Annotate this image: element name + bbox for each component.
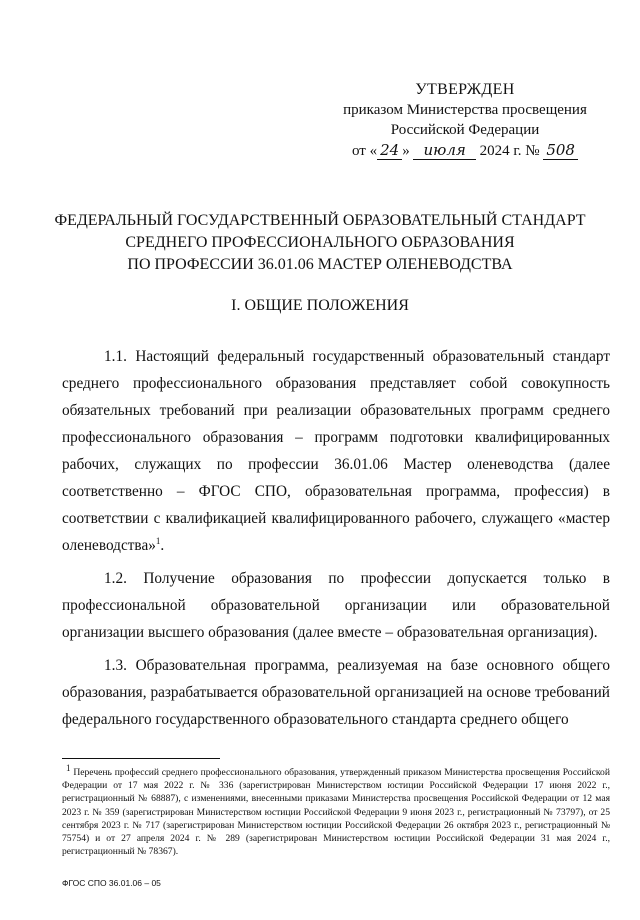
footnote xyxy=(62,762,610,858)
footnote-ref: 1 xyxy=(155,535,161,546)
paragraph-1-1: 1.1. Настоящий федеральный государственный образовательный стандарт среднего профессионального образования представляет собой совокупность обязательных требований при реализации образовательных программ среднего профессионального образования – программ подготовки квалифицированных рабочих, служащих по профессии 36.01.06 Мастер оленеводства (далее соответственно – ФГОС СПО, образовательная программа, профессия) в соответствии с квалификацией квалифицированного рабочего, служащего «мастер оленеводства»$^1$. xyxy=(62,348,610,554)
section-heading: I. ОБЩИЕ ПОЛОЖЕНИЯ xyxy=(231,297,409,314)
paragraph-1-3: 1.3. Образовательная программа, реализуемая на базе основного общего образования, разрабатывается образовательной организацией на основе требований федерального государственного образовательного стандарта среднего общего xyxy=(62,657,610,728)
handwritten-month: июля xyxy=(413,141,475,160)
approval-date-line xyxy=(330,140,600,161)
footnote-text: Перечень профессий среднего профессионального образования, утвержденный приказом Министерства просвещения Российской Федерации от 17 мая 2022 г. № 336 (зарегистрирован Министерством юстиции Российской Федерации 17 июня 2022 г., регистрационный № 68887), с изменениями, внесенными приказами Министерства просвещения Российской Федерации от 12 мая 2023 г. № 359 (зарегистрирован Министерством юстиции Российской Федерации 9 июня 2023 г., регистрационный № 73797), от 25 сентября 2023 г. № 717 (зарегистрирован Министерством юстиции Российской Федерации 26 октября 2023 г., регистрационный № 75754) и от 27 апреля 2024 г. № 289 (зарегистрирован Министерством юстиции Российской Федерации 31 мая 2024 г., регистрационный № 78367). xyxy=(62,767,610,858)
standard-title-line-3: ПО ПРОФЕССИИ 36.01.06 МАСТЕР ОЛЕНЕВОДСТВА xyxy=(127,256,513,273)
footnote-divider xyxy=(62,758,220,759)
footnote-marker: 1 xyxy=(66,762,71,773)
page-code: ФГОС СПО 36.01.06 – 05 xyxy=(62,878,161,888)
handwritten-day: 24 xyxy=(377,141,402,160)
handwritten-order-number: 508 xyxy=(543,141,578,160)
body-text xyxy=(62,343,610,739)
standard-title-line-2: СРЕДНЕГО ПРОФЕССИОНАЛЬНОГО ОБРАЗОВАНИЯ xyxy=(125,234,515,251)
date-prefix: от « xyxy=(352,143,378,159)
approval-title: УТВЕРЖДЕН xyxy=(415,81,515,98)
date-day-suffix: » xyxy=(402,143,410,159)
approval-line-1: приказом Министерства просвещения xyxy=(343,102,587,118)
date-year: 2024 г. № xyxy=(479,143,540,159)
approval-line-2: Российской Федерации xyxy=(390,122,540,138)
paragraph-1-2: 1.2. Получение образования по профессии допускается только в профессиональной образовательной организации или образовательной организации высшего образования (далее вместе – образовательная организация). xyxy=(62,570,610,641)
standard-title-line-1: ФЕДЕРАЛЬНЫЙ ГОСУДАРСТВЕННЫЙ ОБРАЗОВАТЕЛЬНЫЙ СТАНДАРТ xyxy=(54,212,586,229)
paragraph-1-1-text: 1.1. Настоящий федеральный государственный образовательный стандарт среднего профессионального образования представляет собой совокупность обязательных требований при реализации образовательных программ среднего профессионального образования – программ подготовки квалифицированных рабочих, служащих по профессии 36.01.06 Мастер оленеводства (далее соответственно – ФГОС СПО, образовательная программа, профессия) в соответствии с квалификацией квалифицированного рабочего, служащего «мастер оленеводства» xyxy=(62,348,610,554)
approval-block xyxy=(330,80,600,161)
standard-title xyxy=(40,210,600,276)
